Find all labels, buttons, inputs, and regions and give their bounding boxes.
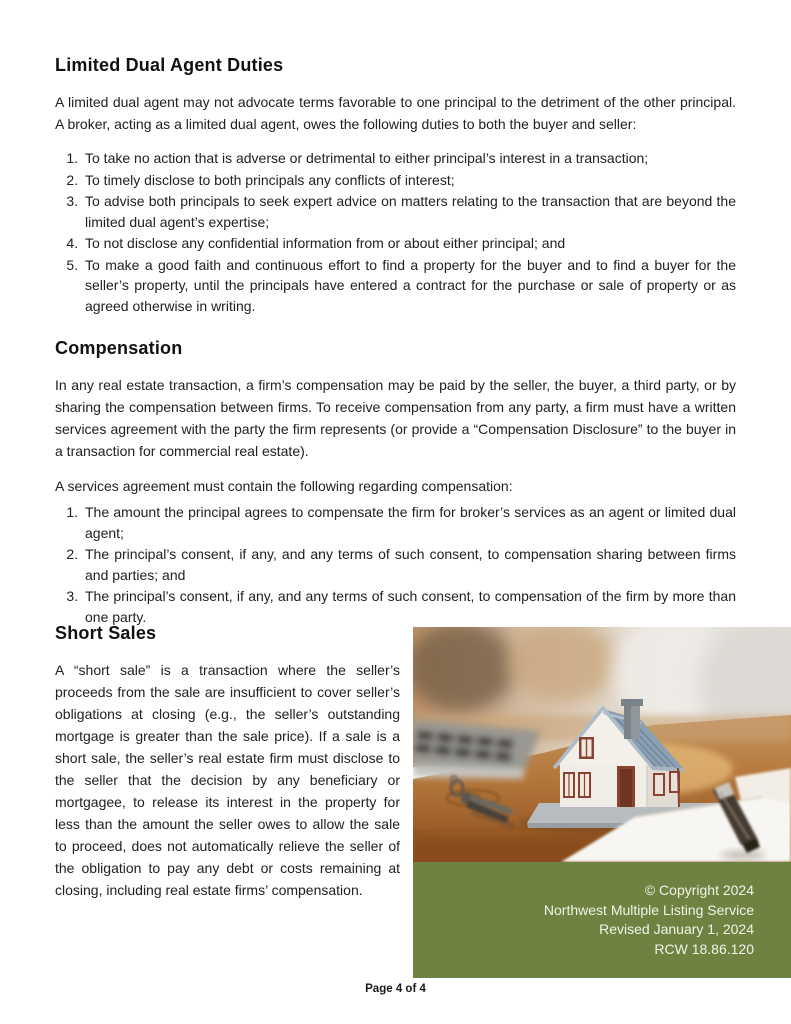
model-house-on-desk-photo — [413, 627, 791, 862]
copyright-line: RCW 18.86.120 — [654, 940, 754, 957]
copyright-box — [413, 862, 791, 978]
section-intro-paragraph: In any real estate transaction, a firm’s compensation may be paid by the seller, the buyer, a third party, or by sharing the compensation between firms. To receive compensation from any party, a firm must have a written services agreement with the party the firm represents (or provide a “Compensation Disclosure” to the buyer in a transaction for commercial real estate). — [55, 377, 736, 459]
duty-item: 5. To make a good faith and continuous effort to find a property for the buyer and to find a buyer for the seller’s property, until the principals have entered a contract for the purchase or sale of property or as agreed otherwise in writing. — [82, 255, 736, 317]
dual-agent-duties-list — [55, 148, 736, 316]
agreement-item: 1. The amount the principal agrees to compensate the firm for broker’s services as an agent or limited dual agent; — [82, 502, 736, 543]
section-heading: Short Sales — [55, 623, 157, 643]
duty-item: 3. To advise both principals to seek expert advice on matters relating to the transaction that are beyond the limited dual agent’s expertise; — [82, 191, 736, 232]
copyright-line: Revised January 1, 2024 — [599, 921, 754, 937]
section-heading: Compensation — [55, 338, 183, 358]
section-compensation — [55, 338, 736, 628]
copyright-line: Northwest Multiple Listing Service — [543, 901, 754, 918]
agreement-item: 3. The principal’s consent, if any, and any terms of such consent, to compensation of the firm by more than one party. — [82, 586, 736, 627]
section-intro-paragraph: A limited dual agent may not advocate terms favorable to one principal to the detriment of the other principal. A broker, acting as a limited dual agent, owes the following duties to both the buyer and seller: — [55, 94, 736, 132]
section-limited-dual-agent-duties — [55, 55, 736, 317]
agreement-item: 2. The principal’s consent, if any, and any terms of such consent, to compensation sharing between firms and parties; and — [82, 544, 736, 585]
section-short-sales — [55, 623, 400, 914]
page-number: Page 4 of 4 — [365, 983, 426, 995]
services-agreement-list — [55, 502, 736, 627]
duty-item: 4. To not disclose any confidential information from or about either principal; and — [82, 233, 736, 254]
services-agreement-intro: A services agreement must contain the following regarding compensation: — [55, 478, 513, 494]
duty-item: 1. To take no action that is adverse or detrimental to either principal’s interest in a transaction; — [82, 148, 736, 169]
copyright-line: © Copyright 2024 — [644, 882, 754, 898]
duty-item: 2. To timely disclose to both principals any conflicts of interest; — [82, 170, 736, 191]
section-heading: Limited Dual Agent Duties — [55, 55, 284, 75]
short-sales-paragraph: A “short sale” is a transaction where the seller’s proceeds from the sale are insufficient to cover seller’s obligations at closing (e.g., the seller’s outstanding mortgage is greater than the sale price). If a sale is a short sale, the seller’s real estate firm must disclose to the seller that the decision by any beneficiary or mortgagee, to release its interest in the property for less than the amount the seller owes to allow the sale to proceed, does not automatically relieve the seller of the obligation to pay any debt or costs remaining at closing, including real estate firms’ compensation. — [55, 662, 400, 898]
media-block — [413, 627, 791, 978]
